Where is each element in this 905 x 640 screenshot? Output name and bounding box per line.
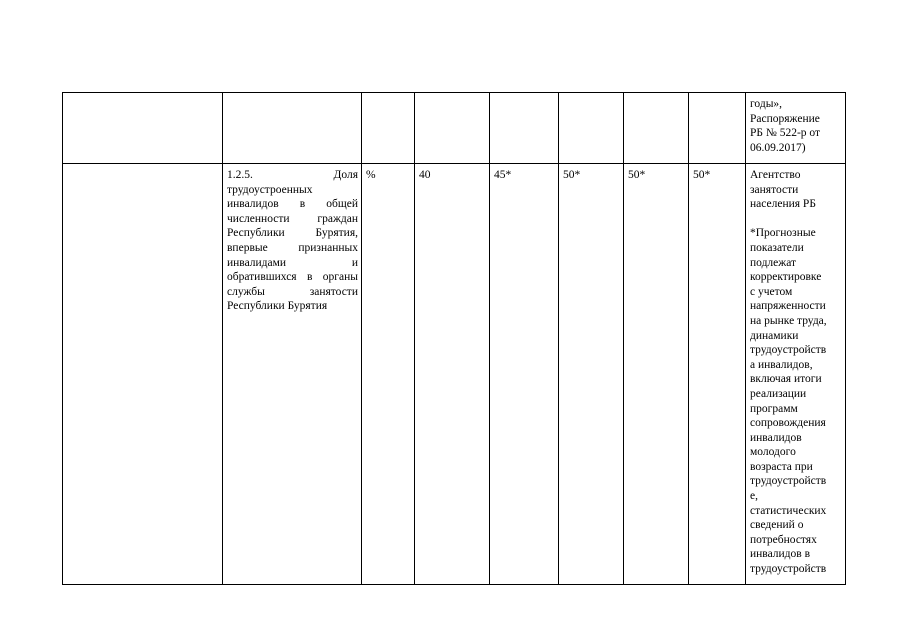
note-line: показатели [750, 241, 804, 254]
note-line: статистических [750, 504, 827, 517]
indicator-line: 1.2.5. Доля [227, 169, 358, 181]
note-line: возраста при [750, 460, 813, 473]
table-cell-empty [490, 93, 559, 164]
note-line: сопровождения [750, 417, 826, 430]
table-row [63, 164, 846, 585]
note-line: корректировке [750, 271, 822, 284]
note-line: трудоустройств [750, 563, 827, 576]
indicator-line: численности граждан [227, 212, 358, 225]
program-indicators-table [62, 92, 846, 585]
note-line: 06.09.2017) [750, 141, 806, 154]
note-line: Распоряжение [750, 112, 820, 125]
note-line: молодого [750, 446, 796, 459]
table-cell-value: 50* [624, 164, 689, 585]
note-line: реализации [750, 387, 807, 400]
note-line: трудоустройств [750, 475, 827, 488]
note-line: программ [750, 402, 798, 415]
note-line: трудоустройств [750, 344, 827, 357]
note-line: подлежат [750, 256, 797, 269]
table-cell-indicator-name [223, 164, 362, 585]
note-line: е, [750, 490, 758, 503]
paragraph-gap [750, 212, 842, 227]
note-line: РБ № 522-р от [750, 127, 821, 140]
table-cell-empty [223, 93, 362, 164]
indicator-line: Республики Бурятия [227, 300, 328, 313]
table-row [63, 93, 846, 164]
table-cell-note [746, 93, 846, 164]
table-cell-empty [63, 164, 223, 585]
table-cell-empty [63, 93, 223, 164]
note-line: на рынке труда, [750, 314, 827, 327]
table-cell-value: 50* [559, 164, 624, 585]
note-line: напряженности [750, 300, 826, 313]
note-line: потребностях [750, 533, 817, 546]
table-cell-value: 45* [490, 164, 559, 585]
indicator-line: службы занятости [227, 285, 358, 298]
indicator-line: обратившихся в органы [227, 271, 358, 284]
note-line: инвалидов [750, 431, 802, 444]
table-cell-empty [559, 93, 624, 164]
indicator-line: трудоустроенных [227, 183, 313, 196]
note-line: годы», [750, 98, 783, 110]
table-cell-empty [415, 93, 490, 164]
responsible-line: занятости [750, 183, 799, 196]
indicator-line: Республики Бурятия, [227, 227, 358, 240]
table-cell-note [746, 164, 846, 585]
indicator-line: инвалидов в общей [227, 198, 358, 211]
note-line: сведений о [750, 519, 804, 532]
note-line: с учетом [750, 285, 793, 298]
table-cell-empty [624, 93, 689, 164]
table-cell-empty [689, 93, 746, 164]
responsible-line: Агентство [750, 169, 801, 181]
table-cell-value: 40 [415, 164, 490, 585]
table-cell-unit: % [362, 164, 415, 585]
note-line: динамики [750, 329, 799, 342]
note-line: включая итоги [750, 373, 822, 386]
table-cell-value: 50* [689, 164, 746, 585]
indicator-line: инвалидами и [227, 256, 358, 269]
responsible-line: населения РБ [750, 198, 816, 211]
table-cell-empty [362, 93, 415, 164]
note-line: инвалидов в [750, 548, 811, 561]
note-line: а инвалидов, [750, 358, 813, 371]
indicator-line: впервые признанных [227, 241, 358, 254]
note-line: *Прогнозные [750, 227, 816, 240]
